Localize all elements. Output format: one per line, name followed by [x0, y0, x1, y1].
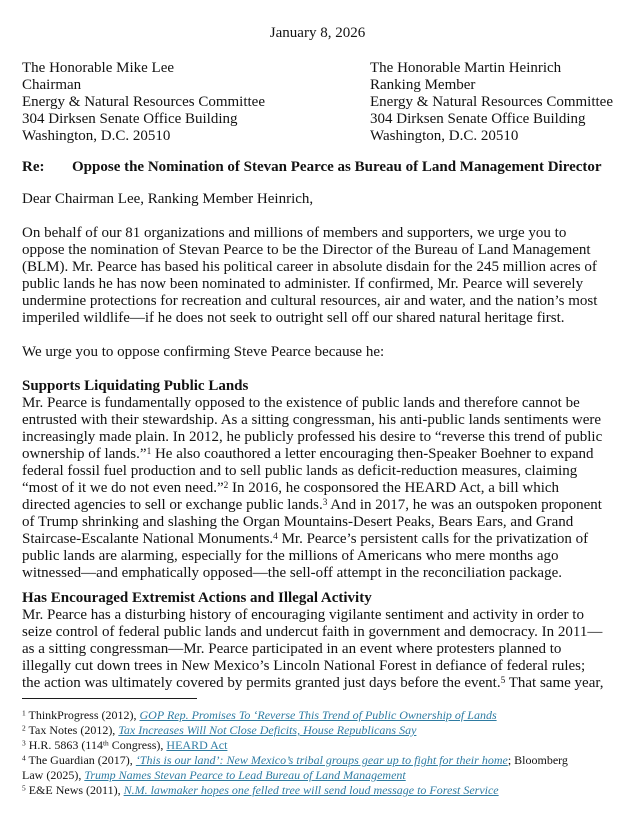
text-line: Washington, D.C. 20510 — [22, 128, 171, 144]
text-line — [22, 783, 613, 798]
text-line — [22, 753, 613, 768]
text-line — [22, 738, 613, 753]
salutation: Dear Chairman Lee, Ranking Member Heinrich, — [22, 191, 314, 207]
text-line: Washington, D.C. 20510 — [370, 128, 519, 144]
address-block — [22, 60, 613, 145]
text-line: undermine protections for recreation and cultural resources, air and water, and the nation’s most — [22, 293, 598, 309]
text-segment: ownership of lands.” — [22, 446, 147, 462]
text-segment: That same year, — [505, 675, 604, 691]
recipient-address-chairman — [22, 60, 370, 145]
text-line: Ranking Member — [370, 77, 476, 93]
footnote-number: 2 — [22, 723, 26, 733]
footnote-ref: 5 — [500, 675, 506, 686]
text-line: public lands are alarming, especially for the millions of Americans who mere months ago — [22, 548, 559, 564]
text-line — [22, 531, 613, 548]
text-line — [22, 497, 613, 514]
text-line: 304 Dirksen Senate Office Building — [22, 111, 238, 127]
text-line: Mr. Pearce is fundamentally opposed to the existence of public lands and therefore cannot be — [22, 395, 580, 411]
footnote-2 — [22, 723, 613, 738]
text-line: 304 Dirksen Senate Office Building — [370, 111, 586, 127]
footnote-number: 5 — [22, 783, 26, 793]
text-segment: He also coauthored a letter encouraging then-Speaker Boehner to expand — [151, 446, 594, 462]
text-line — [22, 708, 613, 723]
subject-line — [22, 159, 613, 176]
footnote-number: 1 — [22, 708, 26, 718]
footnote-ref: 2 — [223, 480, 229, 491]
paragraph-intro — [22, 225, 613, 327]
text-line: increasingly made plain. In 2012, he publicly professed his desire to “reverse this trend of public — [22, 429, 603, 445]
text-line: Energy & Natural Resources Committee — [22, 94, 265, 110]
footnote-4 — [22, 753, 613, 783]
text-line: The Honorable Martin Heinrich — [370, 60, 562, 76]
text-line — [22, 480, 613, 497]
footnote-5 — [22, 783, 613, 798]
footnote-ref: 4 — [273, 531, 278, 542]
text-segment: Congress), — [108, 738, 167, 752]
footnote-ref: 1 — [146, 446, 152, 457]
footnote-link[interactable]: HEARD Act — [166, 738, 228, 752]
subject-text: Oppose the Nomination of Stevan Pearce as Bureau of Land Management Director — [72, 159, 602, 175]
text-segment: Law (2025), — [22, 768, 85, 782]
text-line: On behalf of our 81 organizations and millions of members and supporters, we urge you to — [22, 225, 567, 241]
text-segment: the action was ultimately covered by permits granted just days before the event. — [22, 675, 501, 691]
footnote-ref: 3 — [322, 497, 328, 508]
text-line: entrusted with their stewardship. As a sitting congressman, his anti-public lands sentiments were — [22, 412, 602, 428]
footnote-link[interactable]: Tax Increases Will Not Close Deficits, House Republicans Say — [118, 723, 417, 737]
text-segment: Tax Notes (2012), — [25, 723, 119, 737]
text-segment: Staircase-Escalante National Monuments. — [22, 531, 274, 547]
text-line: The Honorable Mike Lee — [22, 60, 175, 76]
letter-date: January 8, 2026 — [269, 25, 366, 41]
text-line: Mr. Pearce has a disturbing history of encouraging vigilante sentiment and activity in order to — [22, 607, 584, 623]
section-liquidating-public-lands — [22, 378, 613, 582]
section-heading-extremist: Has Encouraged Extremist Actions and Illegal Activity — [22, 590, 372, 606]
section-extremist-actions — [22, 590, 613, 692]
footnote-separator — [22, 698, 197, 699]
text-line — [22, 768, 613, 783]
text-line: public lands he has now been nominated to administer. If confirmed, Mr. Pearce will severely — [22, 276, 584, 292]
text-line: illegally cut down trees in New Mexico’s Lincoln National Forest in defiance of federal rules; — [22, 658, 586, 674]
footnotes — [22, 708, 613, 798]
section-heading-liquidating: Supports Liquidating Public Lands — [22, 378, 249, 394]
text-segment: directed agencies to sell or exchange public lands. — [22, 497, 323, 513]
text-line: of Trump shrinking and slashing the Organ Mountains-Desert Peaks, Bears Ears, and Grand — [22, 514, 574, 530]
text-segment: In 2016, he cosponsored the HEARD Act, a bill which — [228, 480, 560, 496]
recipient-address-ranking-member — [370, 60, 613, 145]
footnote-1 — [22, 708, 613, 723]
text-line: seize control of federal public lands and undercut faith in government and democracy. In 2011— — [22, 624, 603, 640]
footnote-link[interactable]: GOP Rep. Promises To ‘Reverse This Trend of Public Ownership of Lands — [139, 708, 497, 722]
subject-label: Re: — [22, 159, 45, 175]
text-line: federal fossil fuel production and to sell public lands as deficit-reduction measures, claiming — [22, 463, 578, 479]
text-segment: E&E News (2011), — [25, 783, 124, 797]
text-line — [22, 723, 613, 738]
text-line: (BLM). Mr. Pearce has based his political career in absolute disdain for the 245 million acres of — [22, 259, 597, 275]
text-line: oppose the nomination of Stevan Pearce to be the Director of the Bureau of Land Management — [22, 242, 591, 258]
text-segment: H.R. 5863 (114 — [25, 738, 103, 752]
text-segment: ; Bloomberg — [507, 753, 568, 767]
section-body-extremist — [22, 607, 613, 692]
footnote-3 — [22, 738, 613, 753]
text-line — [22, 675, 613, 692]
text-line: witnessed—and emphatically opposed—the sell-off attempt in the reconciliation package. — [22, 565, 562, 581]
text-segment: Mr. Pearce’s persistent calls for the privatization of — [277, 531, 589, 547]
paragraph-urge: We urge you to oppose confirming Steve Pearce because he: — [22, 344, 385, 360]
footnote-link[interactable]: Trump Names Stevan Pearce to Lead Bureau of Land Management — [84, 768, 406, 782]
text-line: Chairman — [22, 77, 82, 93]
footnote-number: 4 — [22, 753, 26, 763]
text-line: Energy & Natural Resources Committee — [370, 94, 613, 110]
ordinal-superscript: th — [102, 738, 109, 748]
text-segment: “most of it we do not even need.” — [22, 480, 224, 496]
text-segment: And in 2017, he was an outspoken proponent — [327, 497, 602, 513]
text-line — [22, 446, 613, 463]
text-line: imperiled wildlife—if he does not seek to outright sell off our shared natural heritage first. — [22, 310, 565, 326]
footnote-link[interactable]: N.M. lawmaker hopes one felled tree will send loud message to Forest Service — [123, 783, 499, 797]
section-body-liquidating — [22, 395, 613, 582]
text-segment: The Guardian (2017), — [25, 753, 136, 767]
footnote-number: 3 — [22, 738, 26, 748]
text-segment: ThinkProgress (2012), — [25, 708, 140, 722]
footnote-link[interactable]: ‘This is our land’: New Mexico’s tribal groups gear up to fight for their home — [135, 753, 508, 767]
text-line: as a sitting congressman—Mr. Pearce participated in an event where protesters planned to — [22, 641, 562, 657]
